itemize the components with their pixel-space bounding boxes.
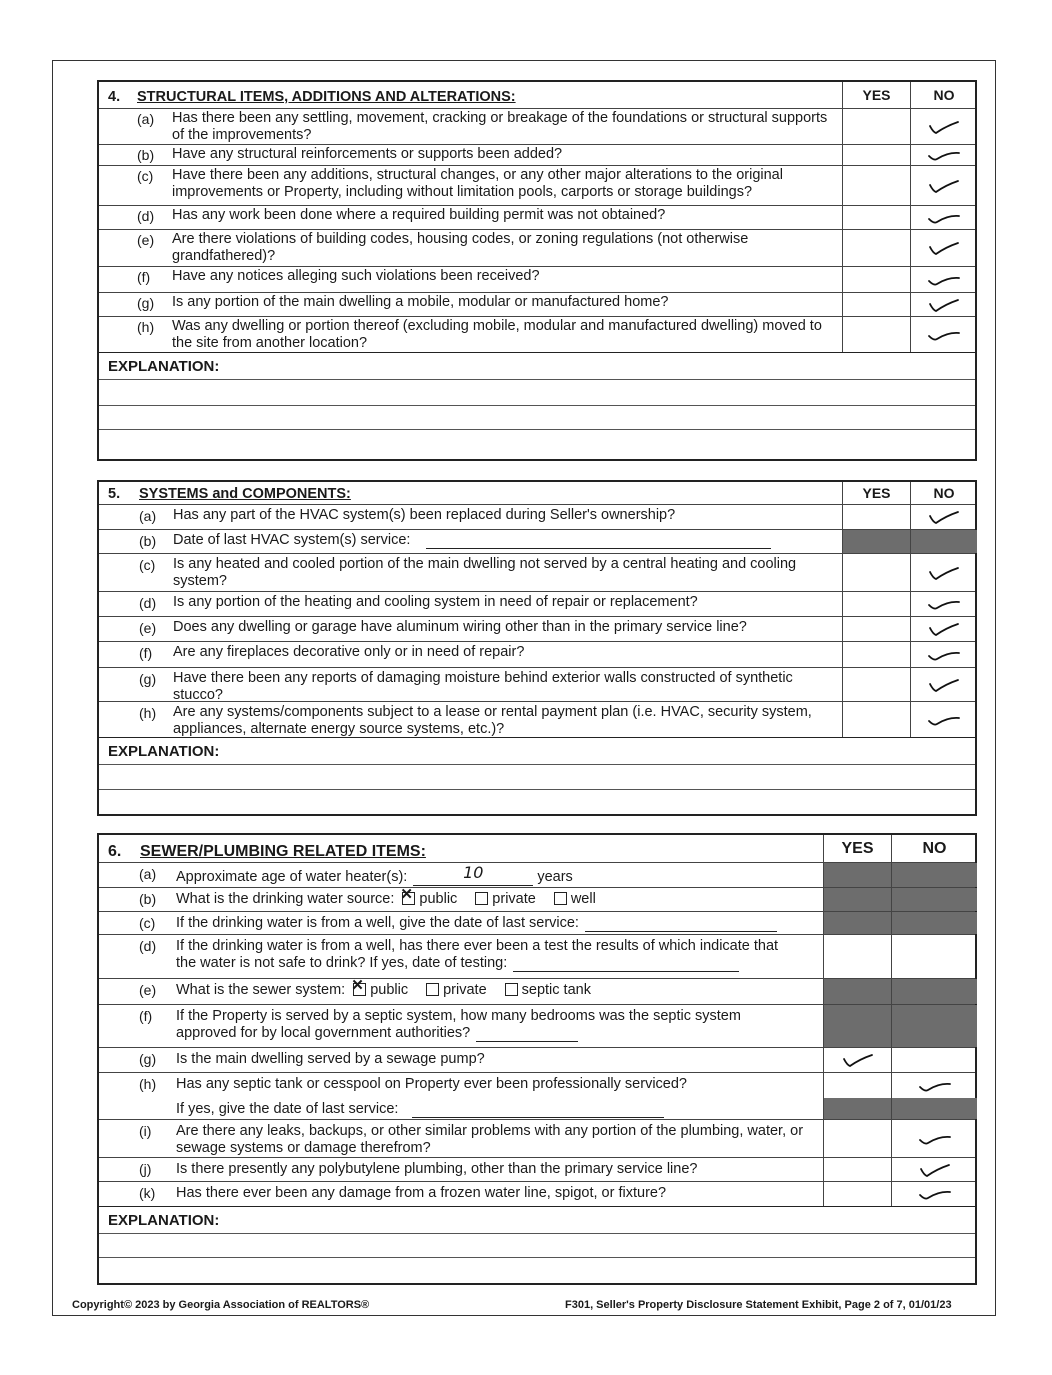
question-row <box>99 267 975 293</box>
question-text-main: If the drinking water is from a well, give the date of last service: <box>176 915 579 931</box>
yes-column-header: YES <box>842 82 910 108</box>
question-letter: (h) <box>137 319 155 335</box>
question-text: Is any portion of the main dwelling a mobile, modular or manufactured home? <box>172 294 669 310</box>
checkmark-icon <box>924 709 964 731</box>
question-text-line2: the water is not safe to drink? If yes, date of testing: <box>176 955 508 971</box>
question-row <box>99 702 975 738</box>
question-text: Is any portion of the heating and cooling system in need of repair or replacement? <box>173 594 698 610</box>
section-title: SEWER/PLUMBING RELATED ITEMS: <box>140 843 426 860</box>
question-letter: (d) <box>139 938 157 954</box>
question-text: Has there been any settling, movement, cracking or breakage of the foundations or structural supports of the improvements? <box>172 110 828 143</box>
question-text-main: What is the drinking water source: <box>176 891 395 907</box>
answer-yes-cell[interactable] <box>842 592 910 616</box>
question-text: Does any dwelling or garage have aluminum wiring other than in the primary service line? <box>173 619 747 635</box>
checkbox-icon[interactable] <box>351 976 366 996</box>
question-text-main: Is the main dwelling served by a sewage pump? <box>176 1051 485 1067</box>
section-4-structural <box>97 80 977 461</box>
answer-yes-cell[interactable] <box>842 642 910 667</box>
answer-yes-cell[interactable] <box>842 702 910 737</box>
answer-yes-cell[interactable] <box>842 267 910 292</box>
water-heater-age-input[interactable] <box>413 863 533 886</box>
question-row <box>99 617 975 642</box>
answer-yes-cell[interactable] <box>823 1005 891 1047</box>
question-text: Have any notices alleging such violations been received? <box>172 268 540 284</box>
question-text: Are any systems/components subject to a lease or rental payment plan (i.e. HVAC, security system, appliances, alternate energy source systems, etc.)? <box>173 704 812 737</box>
question-row <box>99 885 975 912</box>
answer-no-cell[interactable] <box>910 293 977 316</box>
answer-yes-cell[interactable] <box>823 935 891 978</box>
answer-no-cell[interactable] <box>891 1073 977 1098</box>
question-letter: (g) <box>139 1051 157 1067</box>
answer-no-cell[interactable] <box>910 505 977 529</box>
no-column-header: NO <box>910 82 977 108</box>
answer-no-cell[interactable] <box>891 888 977 911</box>
question-row <box>99 166 975 206</box>
question-letter: (b) <box>139 533 157 549</box>
question-text: Was any dwelling or portion thereof (excluding mobile, modular and manufactured dwelling) moved to the site from another location? <box>172 318 822 351</box>
section-title: SYSTEMS and COMPONENTS: <box>139 486 351 502</box>
question-row <box>99 1182 975 1207</box>
answer-yes-cell[interactable] <box>823 1120 891 1157</box>
question-letter: (i) <box>139 1123 152 1139</box>
answer-no-cell[interactable] <box>910 617 977 641</box>
question-letter: (a) <box>139 508 157 524</box>
checkmark-icon <box>924 506 964 528</box>
question-row <box>99 1120 975 1158</box>
question-text <box>176 976 816 999</box>
question-row <box>99 912 975 935</box>
yes-label: YES <box>862 485 891 501</box>
explanation-line <box>99 764 975 765</box>
question-row <box>99 554 975 592</box>
answer-yes-cell[interactable] <box>842 668 910 701</box>
question-text-main: Are there any leaks, backups, or other similar problems with any portion of the plumbing, water, or sewage systems or damage therefrom? <box>176 1123 804 1156</box>
answer-yes-cell[interactable] <box>823 863 891 887</box>
option-label: private <box>443 982 487 998</box>
checkmark-icon <box>915 1183 955 1205</box>
question-letter: (e) <box>137 232 155 248</box>
answer-no-cell[interactable] <box>891 1005 977 1047</box>
question-row <box>99 145 975 166</box>
checkmark-icon <box>924 175 964 197</box>
question-letter: (f) <box>137 269 151 285</box>
yes-column-header <box>842 482 910 504</box>
checkbox-icon[interactable] <box>554 892 567 905</box>
question-text: Have any structural reinforcements or supports been added? <box>172 146 563 162</box>
hvac-service-date-input[interactable] <box>426 532 771 549</box>
answer-yes-cell[interactable] <box>842 109 910 144</box>
no-label: NO <box>933 485 955 501</box>
septic-service-date-label: If yes, give the date of last service: <box>176 1101 399 1117</box>
answer-yes-cell[interactable] <box>823 912 891 934</box>
question-text-main: If the Property is served by a septic system, how many bedrooms was the septic system <box>176 1008 741 1024</box>
question-text: Has any work been done where a required building permit was not obtained? <box>172 207 666 223</box>
question-row <box>99 976 975 1005</box>
question-text-main: Has there ever been any damage from a frozen water line, spigot, or fixture? <box>176 1185 667 1201</box>
question-row <box>99 1098 975 1120</box>
footer-form-id: F301, Seller's Property Disclosure Statement Exhibit, Page 2 of 7, 01/01/23 <box>565 1299 952 1311</box>
section-4-header-row <box>99 82 975 109</box>
answer-no-cell[interactable] <box>910 230 977 266</box>
sewer-option[interactable] <box>505 982 591 998</box>
section-6-sewer-plumbing <box>97 833 977 1285</box>
checkbox-icon[interactable] <box>475 892 488 905</box>
question-letter: (c) <box>139 557 156 573</box>
answer-yes-cell[interactable] <box>823 1158 891 1181</box>
answer-yes-cell[interactable] <box>842 206 910 229</box>
question-text <box>176 1051 816 1068</box>
answer-no-cell[interactable] <box>891 935 977 978</box>
checkmark-icon <box>924 144 964 166</box>
question-row <box>99 505 975 530</box>
answer-no-cell[interactable] <box>910 554 977 591</box>
explanation-label: EXPLANATION: <box>108 1212 220 1229</box>
answer-yes-cell[interactable] <box>823 979 891 1004</box>
answer-no-cell[interactable] <box>910 668 977 701</box>
septic-bedrooms-input[interactable] <box>476 1026 578 1042</box>
answer-yes-cell[interactable] <box>842 145 910 165</box>
section-5-header-row <box>99 482 975 505</box>
septic-service-date-input[interactable] <box>412 1100 664 1118</box>
checkmark-icon <box>915 1128 955 1150</box>
question-row <box>99 935 975 979</box>
checkmark-icon <box>924 562 964 584</box>
question-text-main: If the drinking water is from a well, has there ever been a test the results of which indicate that <box>176 938 779 954</box>
sewer-option[interactable] <box>426 982 487 998</box>
answer-yes-cell[interactable] <box>842 617 910 641</box>
answer-yes-cell[interactable] <box>842 317 910 352</box>
answer-yes-cell[interactable] <box>842 554 910 591</box>
question-text-line2: approved for by local government authorities? <box>176 1025 471 1041</box>
question-text <box>176 1161 816 1178</box>
checked-mark-icon: ✕ <box>400 885 413 903</box>
question-letter: (c) <box>137 168 154 184</box>
question-text <box>176 885 816 908</box>
answer-no-cell[interactable] <box>891 1182 977 1206</box>
explanation-field[interactable] <box>99 1233 975 1283</box>
explanation-line <box>99 1233 975 1234</box>
answer-no-cell[interactable] <box>910 109 977 144</box>
no-column-header <box>891 835 977 862</box>
question-letter: (b) <box>137 147 155 163</box>
checkmark-icon <box>924 237 964 259</box>
answer-no-cell[interactable] <box>891 1048 977 1072</box>
checkmark-icon <box>924 593 964 615</box>
answer-yes-cell[interactable] <box>823 1182 891 1206</box>
checkmark-icon <box>924 618 964 640</box>
no-column-header <box>910 482 977 504</box>
question-row <box>99 206 975 230</box>
question-text: Are any fireplaces decorative only or in need of repair? <box>173 644 525 660</box>
question-text <box>176 863 816 886</box>
question-text-main: What is the sewer system: <box>176 982 346 998</box>
question-text: Is any heated and cooled portion of the main dwelling not served by a central heating and cooling system? <box>173 556 797 589</box>
question-letter: (e) <box>139 982 157 998</box>
well-service-date-input[interactable] <box>585 916 777 932</box>
question-letter: (k) <box>139 1185 156 1201</box>
question-letter: (a) <box>137 111 155 127</box>
question-text-main: Has any septic tank or cesspool on Property ever been professionally serviced? <box>176 1076 687 1092</box>
section-number: 5. <box>108 486 121 502</box>
question-row <box>99 317 975 353</box>
question-letter: (h) <box>139 1076 157 1092</box>
checkmark-icon <box>924 324 964 346</box>
question-text: Has any part of the HVAC system(s) been replaced during Seller's ownership? <box>173 507 676 523</box>
question-letter: (g) <box>137 295 155 311</box>
checkbox-icon[interactable] <box>426 983 439 996</box>
explanation-line <box>99 789 975 790</box>
answer-yes-cell[interactable] <box>842 166 910 205</box>
yes-column-header <box>823 835 891 862</box>
checkmark-icon <box>924 269 964 291</box>
option-label: public <box>370 982 409 998</box>
answer-no-cell[interactable] <box>891 979 977 1004</box>
question-row <box>99 668 975 702</box>
explanation-field[interactable] <box>99 379 975 459</box>
answer-no-cell[interactable] <box>891 1120 977 1157</box>
answer-no-cell[interactable] <box>910 317 977 352</box>
question-row <box>99 642 975 668</box>
question-letter: (d) <box>139 595 157 611</box>
checked-mark-icon: ✕ <box>351 976 364 994</box>
section-6-header-row <box>99 835 975 863</box>
question-letter: (e) <box>139 620 157 636</box>
question-text <box>176 1008 816 1042</box>
answer-yes-cell[interactable] <box>823 1048 891 1072</box>
answer-no-cell[interactable] <box>910 145 977 165</box>
water-test-date-input[interactable] <box>513 956 739 972</box>
answer-no-cell[interactable] <box>910 166 977 205</box>
checkmark-icon <box>915 1159 955 1181</box>
question-text: Have there been any reports of damaging moisture behind exterior walls constructed of synthetic stucco? <box>173 670 793 703</box>
question-letter: (g) <box>139 671 157 687</box>
answer-no-cell[interactable] <box>891 912 977 934</box>
explanation-line <box>99 405 975 406</box>
checkmark-icon <box>838 1049 878 1071</box>
question-text <box>176 1185 816 1202</box>
question-row <box>99 1048 975 1073</box>
section-title: STRUCTURAL ITEMS, ADDITIONS AND ALTERATIONS: <box>137 89 516 105</box>
question-letter: (b) <box>139 891 157 907</box>
yes-label: YES <box>841 839 874 857</box>
answer-yes-cell[interactable] <box>842 505 910 529</box>
no-label: NO <box>922 839 947 857</box>
question-text <box>176 1076 816 1093</box>
question-text <box>176 1123 816 1157</box>
explanation-label: EXPLANATION: <box>108 743 220 760</box>
checkmark-icon <box>924 294 964 316</box>
question-text: Have there been any additions, structural changes, or any other major alterations to the original improvements or Property, including without limitation pools, carports or storage buildings? <box>172 167 783 200</box>
answer-no-cell[interactable] <box>910 530 977 553</box>
answer-no-cell[interactable] <box>910 592 977 616</box>
answer-no-cell[interactable] <box>910 206 977 229</box>
question-text-main: Is there presently any polybutylene plumbing, other than the primary service line? <box>176 1161 698 1177</box>
checkmark-icon <box>924 644 964 666</box>
question-text: Are there violations of building codes, housing codes, or zoning regulations (not otherwise grandfathered)? <box>172 231 749 264</box>
footer-copyright: Copyright© 2023 by Georgia Association of REALTORS® <box>72 1299 370 1311</box>
explanation-line <box>99 1257 975 1258</box>
checkmark-icon <box>915 1075 955 1097</box>
question-row <box>99 230 975 267</box>
question-row <box>99 1073 975 1098</box>
option-label: public <box>419 891 458 907</box>
question-text <box>176 938 816 972</box>
checkmark-icon <box>924 674 964 696</box>
question-letter: (h) <box>139 705 157 721</box>
sewer-option[interactable] <box>351 976 409 998</box>
answer-no-cell[interactable] <box>891 1158 977 1181</box>
answer-yes-cell[interactable] <box>823 1098 891 1119</box>
explanation-line <box>99 429 975 430</box>
section-number: 6. <box>108 843 122 860</box>
option-label: septic tank <box>521 982 591 998</box>
answer-no-cell[interactable] <box>910 267 977 292</box>
answer-yes-cell[interactable] <box>842 230 910 266</box>
checkbox-icon[interactable] <box>505 983 518 996</box>
answer-yes-cell[interactable] <box>842 293 910 316</box>
option-label: private <box>492 891 536 907</box>
section-5-systems <box>97 480 977 816</box>
question-text: Date of last HVAC system(s) service: <box>173 532 411 548</box>
answer-yes-cell[interactable] <box>823 1073 891 1098</box>
question-row <box>99 109 975 145</box>
explanation-line <box>99 379 975 380</box>
answer-yes-cell[interactable] <box>823 888 891 911</box>
option-label: well <box>570 891 596 907</box>
answer-yes-cell[interactable] <box>842 530 910 553</box>
water-heater-age-suffix: years <box>537 869 573 885</box>
answer-no-cell[interactable] <box>910 642 977 667</box>
question-row <box>99 1005 975 1048</box>
question-row <box>99 1158 975 1182</box>
water-source-option[interactable] <box>400 885 458 907</box>
question-letter: (j) <box>139 1161 152 1177</box>
section-number: 4. <box>108 89 121 105</box>
question-text <box>176 915 816 932</box>
question-row <box>99 530 975 554</box>
question-letter: (c) <box>139 915 156 931</box>
answer-no-cell[interactable] <box>891 863 977 887</box>
answer-no-cell[interactable] <box>910 702 977 737</box>
question-row <box>99 293 975 317</box>
answer-no-cell[interactable] <box>891 1098 977 1119</box>
checkmark-icon <box>924 207 964 229</box>
water-source-option[interactable] <box>554 891 596 907</box>
question-text-main: Approximate age of water heater(s): <box>176 869 408 885</box>
question-row <box>99 863 975 888</box>
question-letter: (f) <box>139 1008 153 1024</box>
question-letter: (f) <box>139 645 153 661</box>
question-row <box>99 592 975 617</box>
explanation-label: EXPLANATION: <box>108 358 220 375</box>
checkbox-icon[interactable] <box>400 885 415 905</box>
explanation-field[interactable] <box>99 764 975 814</box>
water-heater-age-value: 10 <box>463 863 484 882</box>
water-source-option[interactable] <box>475 891 536 907</box>
question-letter: (a) <box>139 866 157 882</box>
checkmark-icon <box>924 116 964 138</box>
question-letter: (d) <box>137 208 155 224</box>
